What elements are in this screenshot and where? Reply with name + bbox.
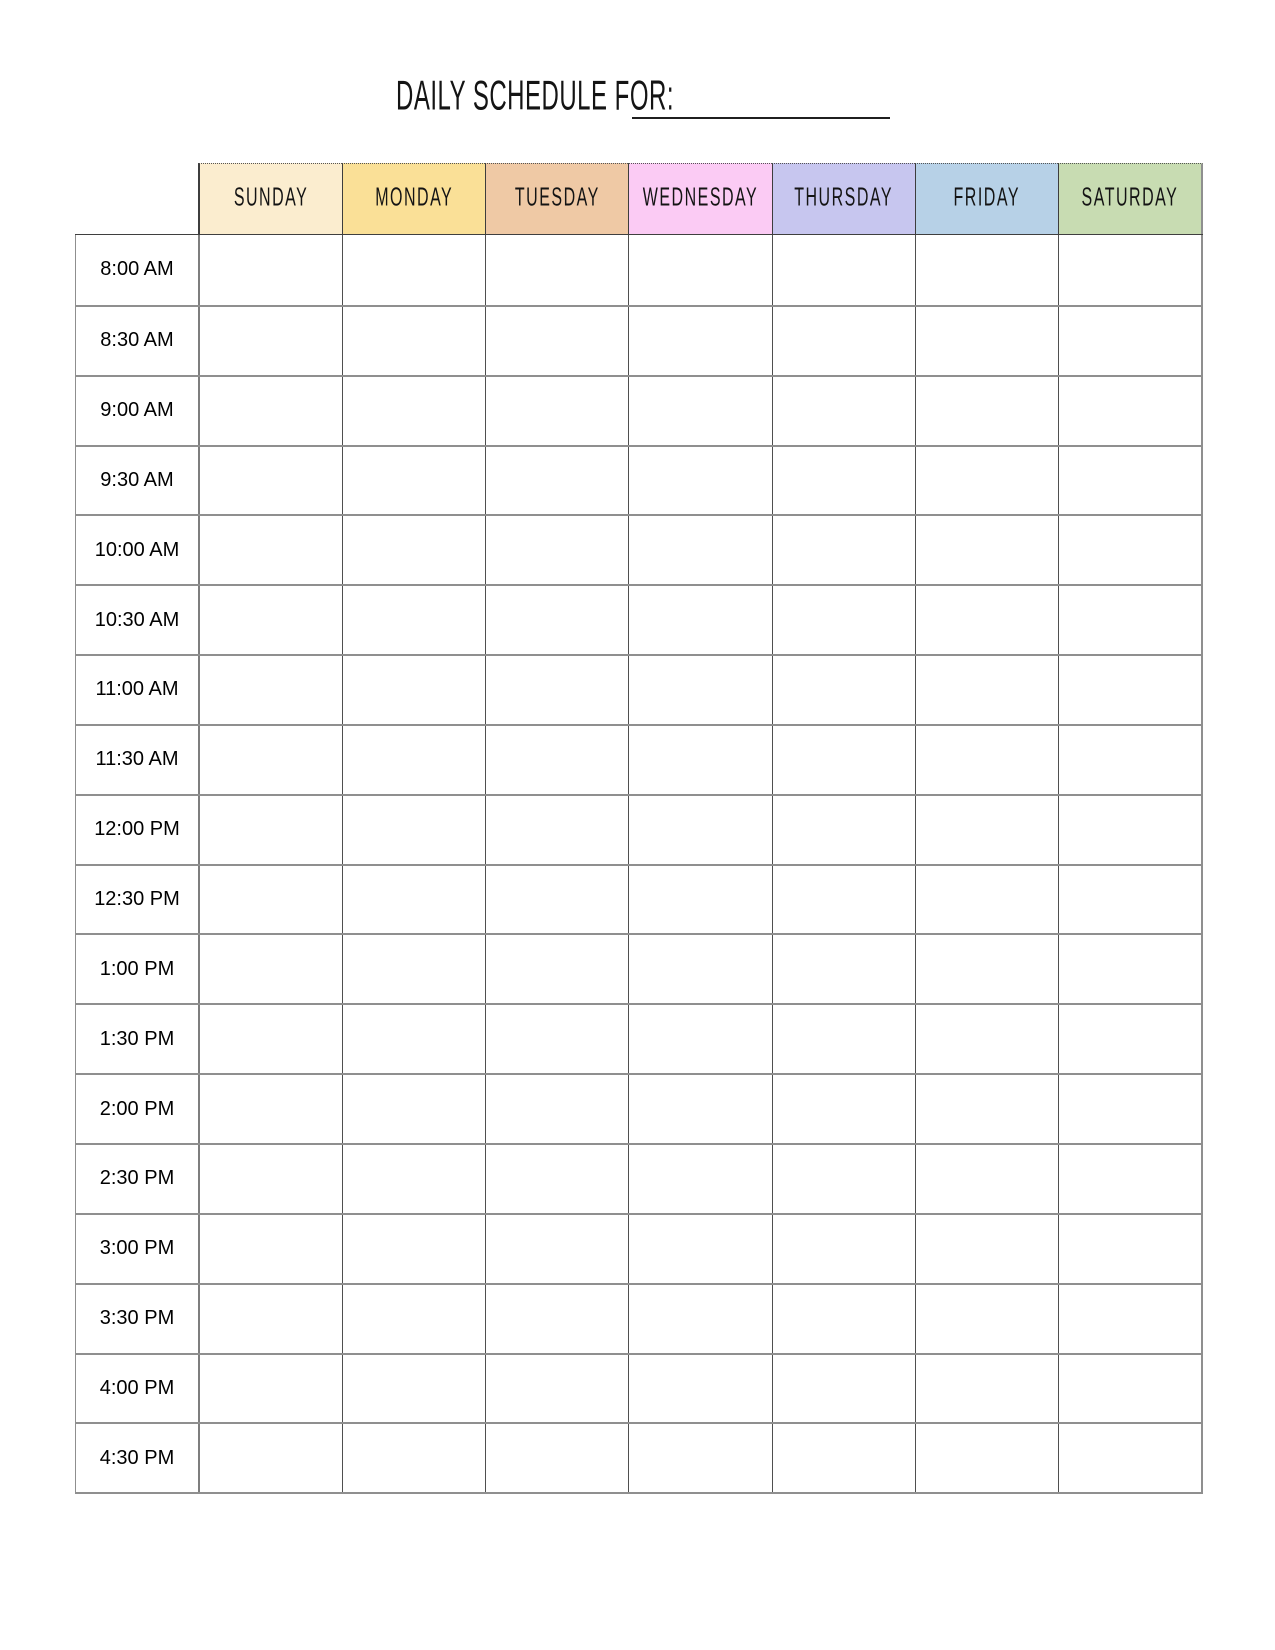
time-label: 2:30 PM xyxy=(75,1145,198,1213)
time-label: 8:00 AM xyxy=(75,235,198,305)
schedule-cell-wednesday-3 xyxy=(628,377,771,445)
schedule-cell-thursday-16 xyxy=(772,1285,915,1353)
time-label: 10:00 AM xyxy=(75,516,198,584)
schedule-cell-saturday-4 xyxy=(1058,447,1203,515)
time-row-10 xyxy=(75,864,1203,934)
schedule-cell-friday-4 xyxy=(915,447,1058,515)
schedule-cell-thursday-3 xyxy=(772,377,915,445)
schedule-cell-saturday-10 xyxy=(1058,866,1203,934)
schedule-cell-wednesday-10 xyxy=(628,866,771,934)
name-blank-line xyxy=(632,117,890,119)
schedule-cell-wednesday-9 xyxy=(628,796,771,864)
schedule-cell-monday-18 xyxy=(342,1424,485,1492)
schedule-cell-saturday-8 xyxy=(1058,726,1203,794)
time-label: 2:00 PM xyxy=(75,1075,198,1143)
time-label: 11:30 AM xyxy=(75,726,198,794)
schedule-cell-friday-18 xyxy=(915,1424,1058,1492)
schedule-cell-monday-2 xyxy=(342,307,485,375)
schedule-cell-saturday-13 xyxy=(1058,1075,1203,1143)
schedule-cell-thursday-13 xyxy=(772,1075,915,1143)
schedule-cell-monday-5 xyxy=(342,516,485,584)
schedule-cell-friday-17 xyxy=(915,1355,1058,1423)
schedule-cell-wednesday-8 xyxy=(628,726,771,794)
time-label: 9:00 AM xyxy=(75,377,198,445)
day-header-saturday xyxy=(1058,163,1203,234)
schedule-cell-thursday-7 xyxy=(772,656,915,724)
schedule-cell-friday-10 xyxy=(915,866,1058,934)
schedule-cell-tuesday-14 xyxy=(485,1145,628,1213)
schedule-cell-friday-7 xyxy=(915,656,1058,724)
schedule-cell-tuesday-8 xyxy=(485,726,628,794)
time-row-6 xyxy=(75,584,1203,654)
schedule-cell-monday-12 xyxy=(342,1005,485,1073)
schedule-cell-tuesday-17 xyxy=(485,1355,628,1423)
time-row-2 xyxy=(75,305,1203,375)
schedule-cell-friday-8 xyxy=(915,726,1058,794)
time-row-8 xyxy=(75,724,1203,794)
day-header-tuesday xyxy=(485,163,628,234)
schedule-cell-sunday-4 xyxy=(198,447,342,515)
schedule-cell-monday-10 xyxy=(342,866,485,934)
schedule-cell-monday-1 xyxy=(342,235,485,305)
schedule-cell-tuesday-11 xyxy=(485,935,628,1003)
schedule-cell-friday-14 xyxy=(915,1145,1058,1213)
schedule-cell-monday-8 xyxy=(342,726,485,794)
time-label: 3:00 PM xyxy=(75,1215,198,1283)
schedule-cell-sunday-9 xyxy=(198,796,342,864)
time-label: 3:30 PM xyxy=(75,1285,198,1353)
schedule-cell-monday-14 xyxy=(342,1145,485,1213)
schedule-cell-saturday-15 xyxy=(1058,1215,1203,1283)
schedule-cell-saturday-7 xyxy=(1058,656,1203,724)
schedule-cell-sunday-13 xyxy=(198,1075,342,1143)
time-label: 1:00 PM xyxy=(75,935,198,1003)
schedule-cell-tuesday-9 xyxy=(485,796,628,864)
day-header-label: SATURDAY xyxy=(1081,184,1179,212)
schedule-cell-friday-2 xyxy=(915,307,1058,375)
schedule-cell-wednesday-1 xyxy=(628,235,771,305)
schedule-cell-tuesday-6 xyxy=(485,586,628,654)
schedule-cell-thursday-5 xyxy=(772,516,915,584)
schedule-cell-thursday-8 xyxy=(772,726,915,794)
schedule-cell-wednesday-14 xyxy=(628,1145,771,1213)
schedule-cell-thursday-4 xyxy=(772,447,915,515)
time-row-7 xyxy=(75,654,1203,724)
schedule-cell-thursday-12 xyxy=(772,1005,915,1073)
time-label: 1:30 PM xyxy=(75,1005,198,1073)
schedule-cell-tuesday-16 xyxy=(485,1285,628,1353)
schedule-cell-thursday-11 xyxy=(772,935,915,1003)
schedule-cell-tuesday-18 xyxy=(485,1424,628,1492)
time-row-14 xyxy=(75,1143,1203,1213)
time-label: 10:30 AM xyxy=(75,586,198,654)
schedule-cell-tuesday-2 xyxy=(485,307,628,375)
time-label: 9:30 AM xyxy=(75,447,198,515)
day-header-wednesday xyxy=(628,163,771,234)
day-header-label: MONDAY xyxy=(375,184,454,212)
schedule-grid xyxy=(75,234,1203,1494)
time-row-18 xyxy=(75,1422,1203,1492)
schedule-cell-saturday-14 xyxy=(1058,1145,1203,1213)
day-header-label: TUESDAY xyxy=(514,184,600,212)
schedule-cell-friday-11 xyxy=(915,935,1058,1003)
day-header-row xyxy=(198,163,1203,234)
schedule-cell-saturday-12 xyxy=(1058,1005,1203,1073)
schedule-cell-thursday-10 xyxy=(772,866,915,934)
schedule-cell-wednesday-13 xyxy=(628,1075,771,1143)
schedule-cell-monday-7 xyxy=(342,656,485,724)
schedule-cell-sunday-6 xyxy=(198,586,342,654)
day-header-label: THURSDAY xyxy=(794,184,894,212)
day-header-label: SUNDAY xyxy=(233,184,309,212)
schedule-cell-saturday-18 xyxy=(1058,1424,1203,1492)
schedule-cell-friday-16 xyxy=(915,1285,1058,1353)
schedule-cell-wednesday-5 xyxy=(628,516,771,584)
schedule-cell-friday-3 xyxy=(915,377,1058,445)
schedule-cell-wednesday-12 xyxy=(628,1005,771,1073)
time-label: 4:30 PM xyxy=(75,1424,198,1492)
schedule-cell-monday-13 xyxy=(342,1075,485,1143)
schedule-cell-monday-15 xyxy=(342,1215,485,1283)
schedule-cell-wednesday-16 xyxy=(628,1285,771,1353)
schedule-cell-tuesday-10 xyxy=(485,866,628,934)
schedule-cell-sunday-14 xyxy=(198,1145,342,1213)
schedule-cell-thursday-1 xyxy=(772,235,915,305)
schedule-cell-monday-11 xyxy=(342,935,485,1003)
schedule-cell-thursday-18 xyxy=(772,1424,915,1492)
schedule-cell-sunday-1 xyxy=(198,235,342,305)
time-row-17 xyxy=(75,1353,1203,1423)
schedule-cell-tuesday-12 xyxy=(485,1005,628,1073)
day-header-label: FRIDAY xyxy=(953,184,1021,212)
time-row-3 xyxy=(75,375,1203,445)
time-label: 8:30 AM xyxy=(75,307,198,375)
schedule-cell-thursday-2 xyxy=(772,307,915,375)
time-row-11 xyxy=(75,933,1203,1003)
schedule-cell-wednesday-7 xyxy=(628,656,771,724)
schedule-cell-thursday-14 xyxy=(772,1145,915,1213)
schedule-cell-tuesday-1 xyxy=(485,235,628,305)
time-label: 4:00 PM xyxy=(75,1355,198,1423)
time-row-15 xyxy=(75,1213,1203,1283)
schedule-cell-friday-5 xyxy=(915,516,1058,584)
schedule-cell-saturday-5 xyxy=(1058,516,1203,584)
schedule-table xyxy=(75,163,1203,1494)
time-row-4 xyxy=(75,445,1203,515)
schedule-cell-monday-9 xyxy=(342,796,485,864)
schedule-cell-friday-15 xyxy=(915,1215,1058,1283)
schedule-cell-friday-9 xyxy=(915,796,1058,864)
day-header-monday xyxy=(342,163,485,234)
schedule-cell-wednesday-4 xyxy=(628,447,771,515)
schedule-cell-sunday-12 xyxy=(198,1005,342,1073)
day-header-label: WEDNESDAY xyxy=(642,184,759,212)
schedule-cell-wednesday-15 xyxy=(628,1215,771,1283)
day-header-friday xyxy=(915,163,1058,234)
time-label: 12:00 PM xyxy=(75,796,198,864)
schedule-cell-saturday-9 xyxy=(1058,796,1203,864)
schedule-cell-tuesday-3 xyxy=(485,377,628,445)
time-row-5 xyxy=(75,514,1203,584)
schedule-cell-thursday-17 xyxy=(772,1355,915,1423)
schedule-cell-wednesday-18 xyxy=(628,1424,771,1492)
schedule-cell-wednesday-11 xyxy=(628,935,771,1003)
schedule-cell-monday-3 xyxy=(342,377,485,445)
time-row-16 xyxy=(75,1283,1203,1353)
time-label: 11:00 AM xyxy=(75,656,198,724)
schedule-cell-sunday-10 xyxy=(198,866,342,934)
schedule-cell-monday-17 xyxy=(342,1355,485,1423)
schedule-cell-saturday-2 xyxy=(1058,307,1203,375)
schedule-cell-tuesday-13 xyxy=(485,1075,628,1143)
schedule-cell-tuesday-5 xyxy=(485,516,628,584)
schedule-cell-monday-16 xyxy=(342,1285,485,1353)
schedule-cell-saturday-1 xyxy=(1058,235,1203,305)
schedule-cell-friday-6 xyxy=(915,586,1058,654)
time-row-1 xyxy=(75,235,1203,305)
schedule-cell-thursday-15 xyxy=(772,1215,915,1283)
schedule-cell-saturday-11 xyxy=(1058,935,1203,1003)
time-row-13 xyxy=(75,1073,1203,1143)
day-header-sunday xyxy=(198,163,342,234)
schedule-cell-sunday-11 xyxy=(198,935,342,1003)
schedule-cell-sunday-5 xyxy=(198,516,342,584)
schedule-cell-tuesday-15 xyxy=(485,1215,628,1283)
schedule-cell-friday-12 xyxy=(915,1005,1058,1073)
schedule-cell-sunday-8 xyxy=(198,726,342,794)
schedule-cell-friday-13 xyxy=(915,1075,1058,1143)
schedule-cell-saturday-17 xyxy=(1058,1355,1203,1423)
page-title: DAILY SCHEDULE FOR: xyxy=(396,72,675,120)
schedule-cell-sunday-3 xyxy=(198,377,342,445)
schedule-cell-sunday-7 xyxy=(198,656,342,724)
schedule-cell-tuesday-4 xyxy=(485,447,628,515)
schedule-cell-sunday-18 xyxy=(198,1424,342,1492)
schedule-cell-friday-1 xyxy=(915,235,1058,305)
schedule-cell-saturday-3 xyxy=(1058,377,1203,445)
schedule-cell-tuesday-7 xyxy=(485,656,628,724)
schedule-cell-saturday-16 xyxy=(1058,1285,1203,1353)
schedule-cell-monday-6 xyxy=(342,586,485,654)
schedule-cell-sunday-17 xyxy=(198,1355,342,1423)
schedule-cell-wednesday-17 xyxy=(628,1355,771,1423)
schedule-cell-wednesday-2 xyxy=(628,307,771,375)
schedule-cell-thursday-9 xyxy=(772,796,915,864)
schedule-cell-wednesday-6 xyxy=(628,586,771,654)
time-label: 12:30 PM xyxy=(75,866,198,934)
time-row-12 xyxy=(75,1003,1203,1073)
schedule-cell-sunday-2 xyxy=(198,307,342,375)
schedule-cell-saturday-6 xyxy=(1058,586,1203,654)
time-row-9 xyxy=(75,794,1203,864)
schedule-cell-sunday-16 xyxy=(198,1285,342,1353)
day-header-thursday xyxy=(772,163,915,234)
schedule-cell-thursday-6 xyxy=(772,586,915,654)
schedule-cell-sunday-15 xyxy=(198,1215,342,1283)
schedule-cell-monday-4 xyxy=(342,447,485,515)
